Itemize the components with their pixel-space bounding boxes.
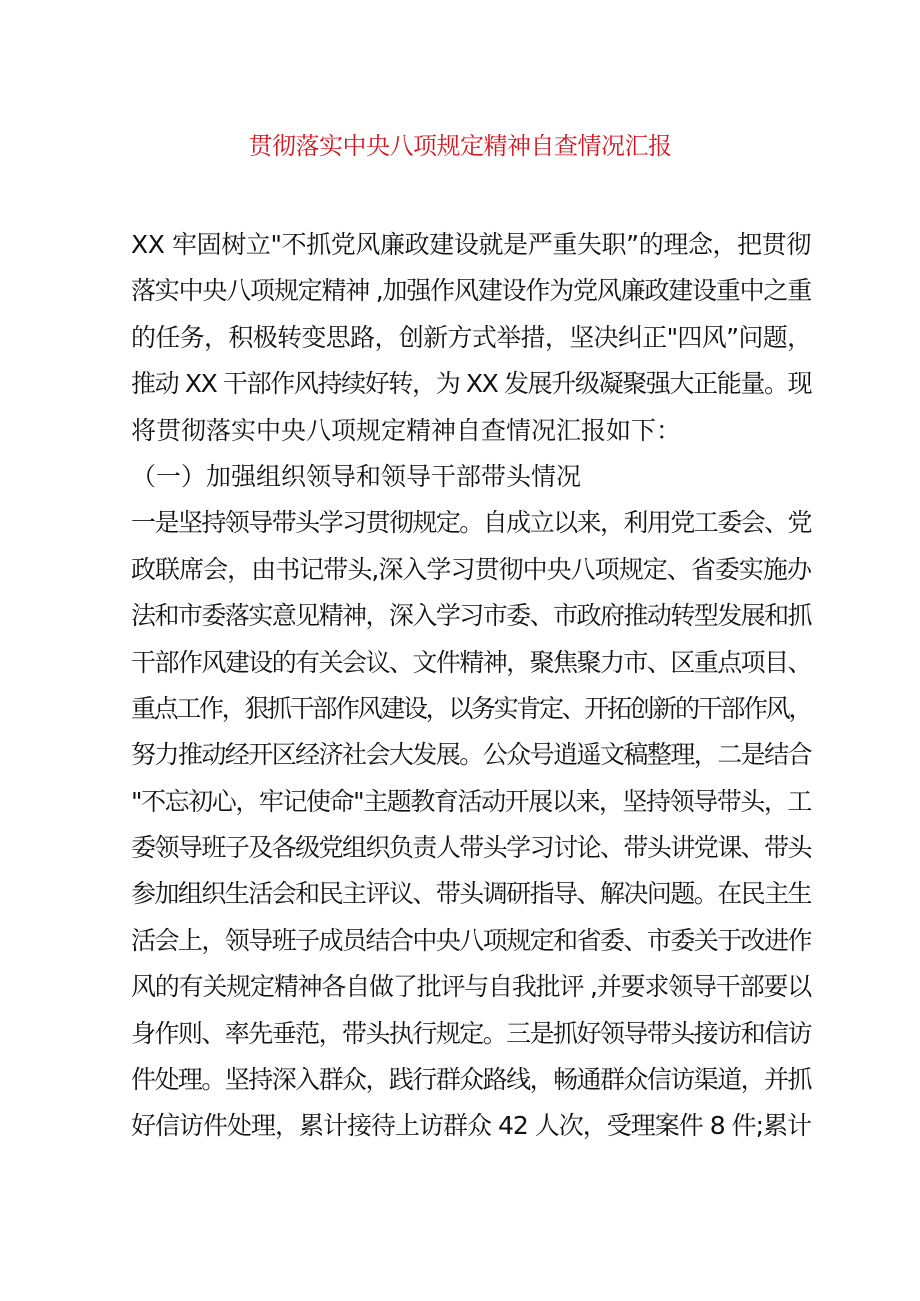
body-line: 努力推动经开区经济社会大发展。公众号逍遥文稿整理，二是结合 xyxy=(131,740,812,770)
section-heading: （一）加强组织领导和领导干部带头情况 xyxy=(131,461,582,491)
document-title: 贯彻落实中央八项规定精神自查情况汇报 xyxy=(248,132,672,160)
body-line: 重点工作，狠抓干部作风建设，以务实肯定、开拓创新的干部作风， xyxy=(131,693,812,723)
document-body xyxy=(131,222,811,1150)
body-line: 好信访件处理，累计接待上访群众 42 人次，受理案件 8 件;累计 xyxy=(131,1111,811,1141)
body-line: 一是坚持领导带头学习贯彻规定。自成立以来，利用党工委会、党 xyxy=(131,508,812,538)
body-line: 将贯彻落实中央八项规定精神自查情况汇报如下： xyxy=(131,415,682,445)
body-line: 风的有关规定精神各自做了批评与自我批评 ,并要求领导干部要以 xyxy=(131,972,811,1002)
body-line: 件处理。坚持深入群众，践行群众路线，畅通群众信访渠道，并抓 xyxy=(131,1065,812,1095)
body-line: 参加组织生活会和民主评议、带头调研指导、解决问题。在民主生 xyxy=(131,879,812,909)
body-line: 政联席会，由书记带头,深入学习贯彻中央八项规定、省委实施办 xyxy=(131,554,811,584)
body-line: 身作则、率先垂范，带头执行规定。三是抓好领导带头接访和信访 xyxy=(131,1018,812,1048)
body-line: 干部作风建设的有关会议、文件精神，聚焦聚力市、区重点项目、 xyxy=(131,647,812,677)
body-line: 活会上，领导班子成员结合中央八项规定和省委、市委关于改进作 xyxy=(131,925,812,955)
body-line: 推动 XX 干部作风持续好转，为 XX 发展升级凝聚强大正能量。现 xyxy=(131,369,812,399)
body-line: XX 牢固树立"不抓党风廉政建设就是严重失职”的理念，把贯彻 xyxy=(131,230,811,259)
body-line: 委领导班子及各级党组织负责人带头学习讨论、带头讲党课、带头 xyxy=(131,833,812,863)
body-line: 法和市委落实意见精神，深入学习市委、市政府推动转型发展和抓 xyxy=(131,601,812,631)
body-line: 的任务，积极转变思路，创新方式举措，坚决纠正"四风”问题， xyxy=(131,322,812,352)
body-line: 落实中央八项规定精神 ,加强作风建设作为党风廉政建设重中之重 xyxy=(131,276,811,306)
body-line: "不忘初心，牢记使命"主题教育活动开展以来，坚持领导带头，工 xyxy=(131,786,812,816)
